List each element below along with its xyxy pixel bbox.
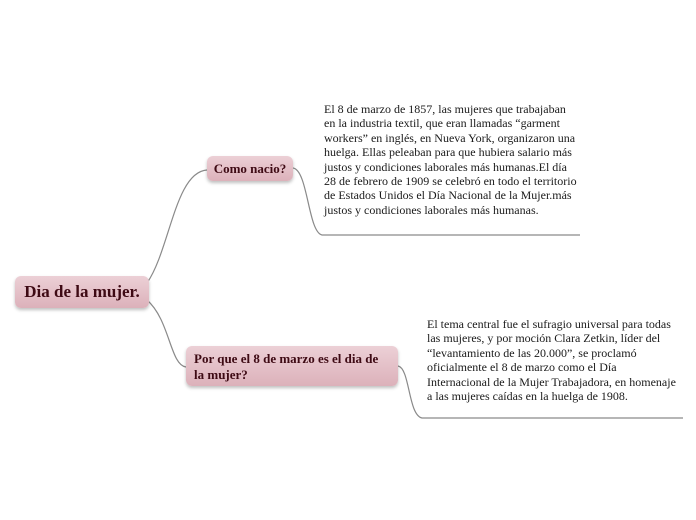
branch-note-por-que-8-de-marzo: El tema central fue el sufragio universal para todas las mujeres, y por moción Clara Zetkin, líder del “levantamiento de las 20.000”, se proclamó oficialmente el 8 de marzo como el Día Internacional de la Mujer Trabajadora, en homenaje a las mujeres caídas en la huelga de 1908. (427, 317, 676, 404)
branch-topic-como-nacio[interactable]: Como nacio? (207, 156, 293, 181)
branch-note-como-nacio: El 8 de marzo de 1857, las mujeres que trabajaban en la industria textil, que eran llamadas “garment workers” en inglés, en Nueva York, organizaron una huelga. Ellas peleaban para que hubiera salario más justos y condiciones laborales más humanas.El día 28 de febrero de 1909 se celebró en todo el territorio de Estados Unidos el Día Nacional de la Mujer.más justos y condiciones laborales más humanas. (324, 102, 577, 217)
root-topic[interactable]: Dia de la mujer. (15, 276, 149, 308)
branch-topic-por-que-8-de-marzo[interactable]: Por que el 8 de marzo es el dia de la mujer? (186, 346, 398, 386)
connector-root-to-branch-2 (147, 300, 186, 367)
connector-root-to-branch-1 (147, 170, 207, 283)
